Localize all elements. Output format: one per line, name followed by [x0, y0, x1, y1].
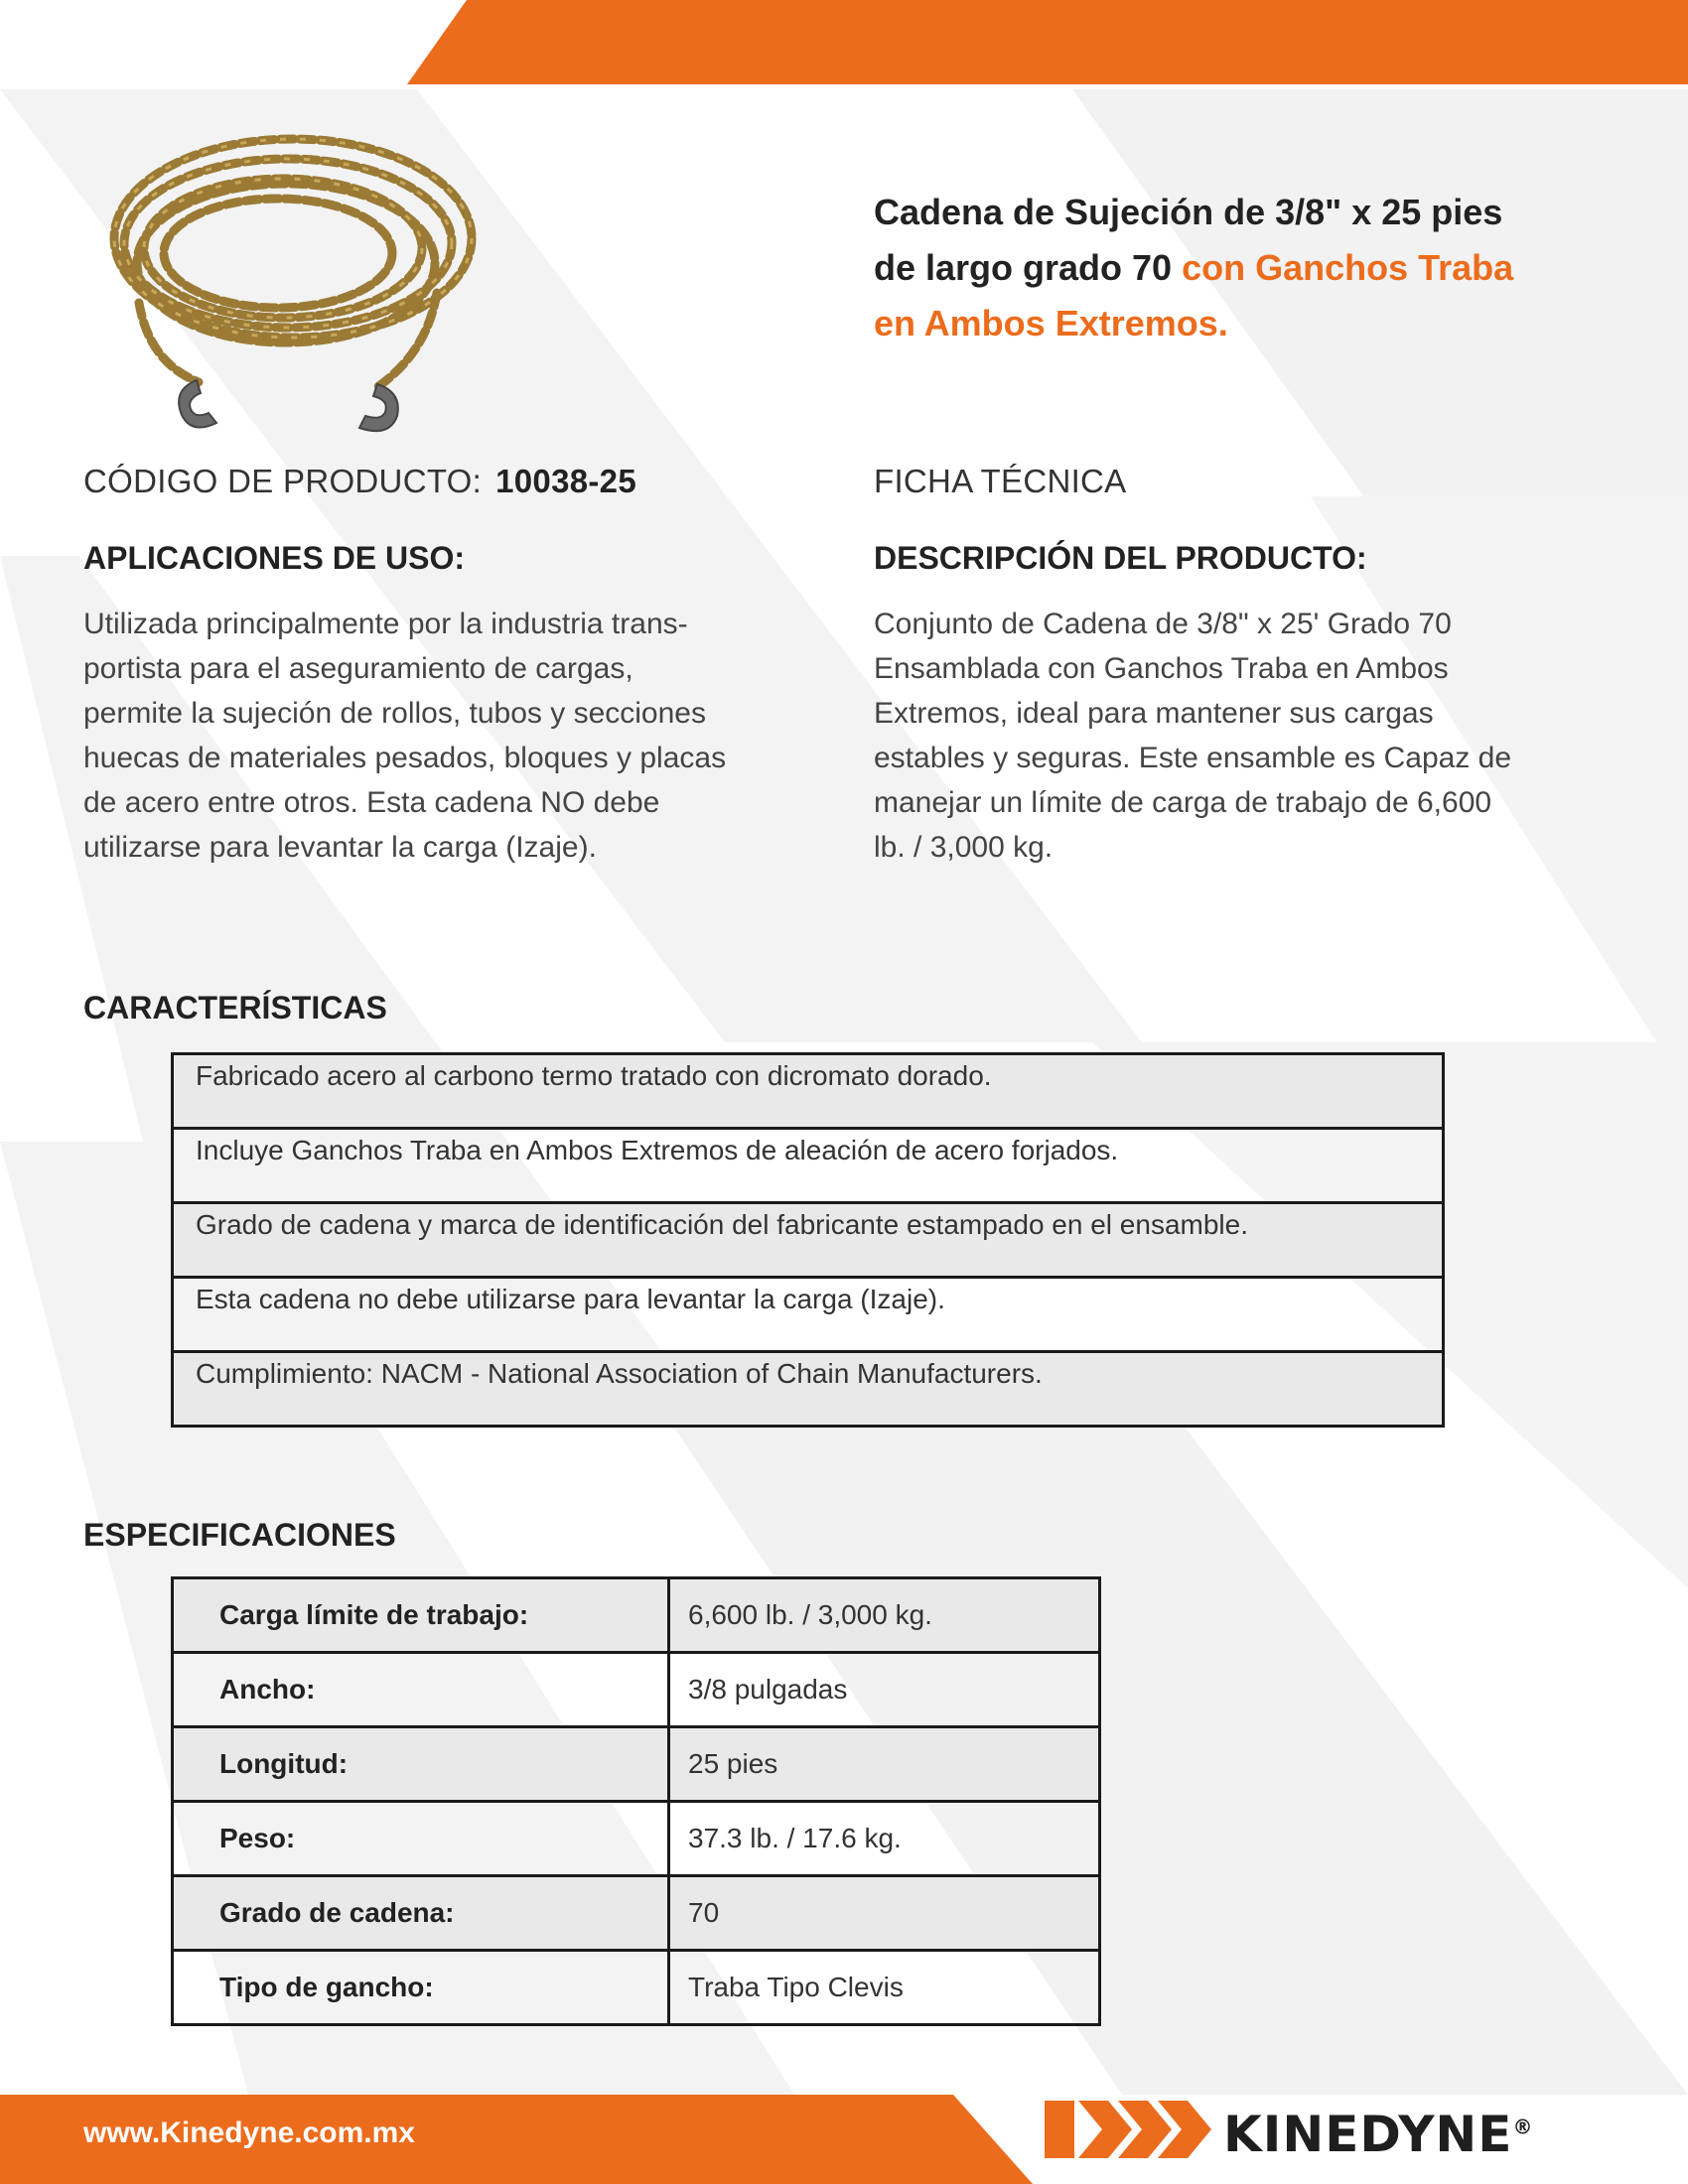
product-title [874, 185, 1628, 351]
brand-text: KINEDYNE [1223, 2106, 1513, 2163]
table-row [173, 1054, 1444, 1129]
website-link[interactable]: www.Kinedyne.com.mx [83, 2116, 415, 2149]
spec-value: 37.3 lb. / 17.6 kg. [669, 1802, 1100, 1876]
description-line: Extremos, ideal para mantener sus cargas [874, 697, 1434, 730]
spec-label: Ancho: [173, 1653, 669, 1727]
spec-value: 6,600 lb. / 3,000 kg. [669, 1578, 1100, 1653]
feature-cell: Fabricado acero al carbono termo tratado con dicromato dorado. [173, 1054, 1444, 1129]
table-row [173, 1876, 1100, 1951]
brand-name [1223, 2106, 1533, 2163]
description-line: Conjunto de Cadena de 3/8" x 25' Grado 70 [874, 608, 1452, 640]
product-code-value: 10038-25 [495, 463, 636, 499]
table-row [173, 1951, 1100, 2025]
table-row [173, 1727, 1100, 1802]
spec-value: 3/8 pulgadas [669, 1653, 1100, 1727]
table-row [173, 1278, 1444, 1352]
specs-table [171, 1576, 1101, 2026]
features-heading: CARACTERÍSTICAS [83, 990, 387, 1025]
table-row [173, 1203, 1444, 1278]
feature-cell: Esta cadena no debe utilizarse para levantar la carga (Izaje). [173, 1278, 1444, 1352]
title-part-3: con Ganchos Traba [1182, 247, 1514, 288]
description-heading: DESCRIPCIÓN DEL PRODUCTO: [874, 540, 1367, 576]
spec-label: Carga límite de trabajo: [173, 1578, 669, 1653]
spec-label: Longitud: [173, 1727, 669, 1802]
spec-label: Tipo de gancho: [173, 1951, 669, 2025]
table-row [173, 1578, 1100, 1653]
description-line: estables y seguras. Este ensamble es Capaz de [874, 742, 1512, 774]
sheet-label: FICHA TÉCNICA [874, 463, 1127, 499]
feature-cell: Grado de cadena y marca de identificación del fabricante estampado en el ensamble. [173, 1203, 1444, 1278]
features-table [171, 1052, 1445, 1428]
applications-line: de acero entre otros. Esta cadena NO debe [83, 786, 660, 819]
table-row [173, 1129, 1444, 1203]
spec-value: Traba Tipo Clevis [669, 1951, 1100, 2025]
title-part-1: Cadena de Sujeción de 3/8" x 25 pies [874, 192, 1503, 232]
spec-label: Peso: [173, 1802, 669, 1876]
description-line: Ensamblada con Ganchos Traba en Ambos [874, 652, 1449, 685]
feature-cell: Incluye Ganchos Traba en Ambos Extremos de aleación de acero forjados. [173, 1129, 1444, 1203]
description-line: lb. / 3,000 kg. [874, 831, 1054, 864]
product-code-label: CÓDIGO DE PRODUCTO: [83, 463, 483, 499]
trademark-symbol: ® [1512, 2115, 1534, 2139]
chain-with-hooks-image [79, 114, 506, 452]
applications-line: huecas de materiales pesados, bloques y placas [83, 742, 727, 774]
title-part-4: en Ambos Extremos. [874, 303, 1228, 343]
applications-line: utilizarse para levantar la carga (Izaje). [83, 831, 597, 864]
title-part-2: de largo grado 70 [874, 247, 1183, 288]
kinedyne-logo-icon [1045, 2097, 1213, 2162]
specs-heading: ESPECIFICACIONES [83, 1517, 396, 1553]
applications-line: Utilizada principalmente por la industria trans- [83, 608, 688, 640]
applications-line: portista para el aseguramiento de cargas, [83, 652, 633, 685]
table-row [173, 1653, 1100, 1727]
feature-cell: Cumplimiento: NACM - National Association of Chain Manufacturers. [173, 1352, 1444, 1427]
spec-value: 25 pies [669, 1727, 1100, 1802]
applications-line: permite la sujeción de rollos, tubos y secciones [83, 697, 706, 730]
table-row [173, 1802, 1100, 1876]
spec-label: Grado de cadena: [173, 1876, 669, 1951]
applications-heading: APLICACIONES DE USO: [83, 540, 466, 576]
spec-value: 70 [669, 1876, 1100, 1951]
applications-text [83, 602, 838, 870]
description-line: manejar un límite de carga de trabajo de 6,600 [874, 786, 1492, 819]
product-code [83, 463, 636, 500]
description-text [874, 602, 1628, 870]
table-row [173, 1352, 1444, 1427]
